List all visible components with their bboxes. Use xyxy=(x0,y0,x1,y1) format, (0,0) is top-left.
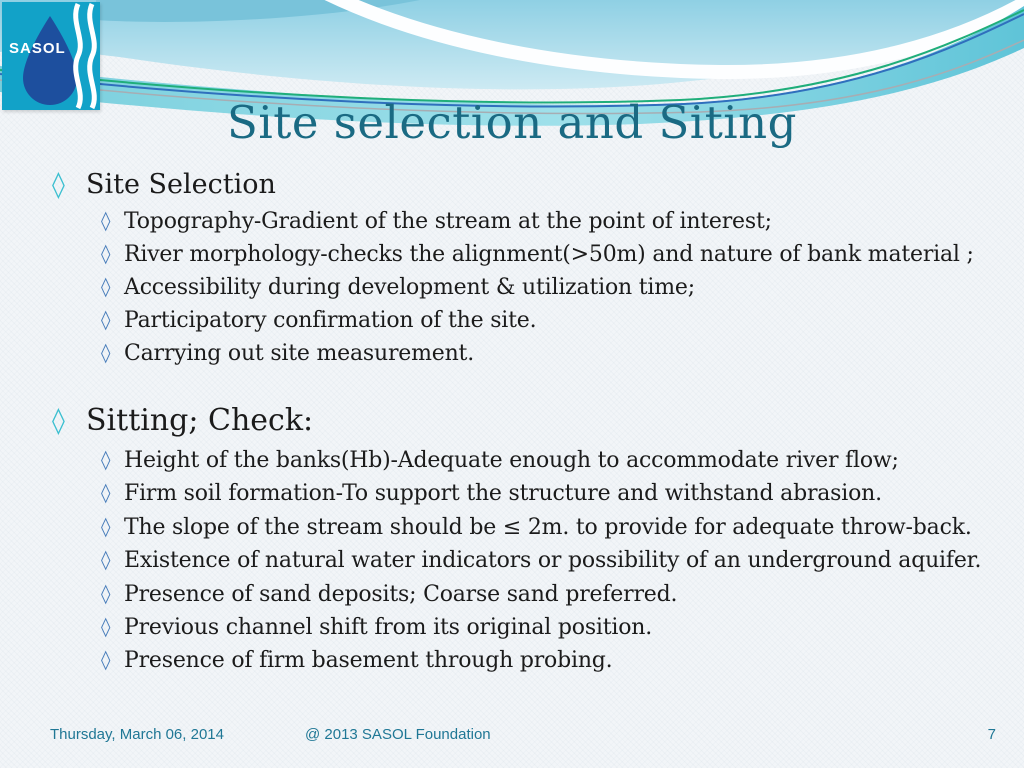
list-item-text: Presence of firm basement through probing. xyxy=(124,648,613,674)
list-item xyxy=(0,511,1000,544)
list-item xyxy=(0,205,1000,238)
list-item xyxy=(0,578,1000,611)
wave-line-icon xyxy=(76,4,81,108)
list-item-text: Height of the banks(Hb)-Adequate enough to accommodate river flow; xyxy=(124,448,899,473)
list-item xyxy=(0,337,1000,370)
list-item xyxy=(0,238,1000,271)
diamond-bullet-icon: ◊ xyxy=(101,210,111,232)
section-heading-label: Sitting; Check: xyxy=(86,403,314,438)
list-item-text: Firm soil formation-To support the structure and withstand abrasion. xyxy=(124,481,882,507)
section-sitting-check xyxy=(0,398,1000,678)
section-heading-label: Site Selection xyxy=(86,169,276,200)
list-item xyxy=(0,611,1000,644)
diamond-bullet-icon: ◊ xyxy=(101,549,111,572)
list-item-text: Previous channel shift from its original position. xyxy=(124,615,653,641)
diamond-bullet-icon: ◊ xyxy=(52,406,65,436)
list-item xyxy=(0,271,1000,304)
list-item-text: Topography-Gradient of the stream at the point of interest; xyxy=(124,209,772,234)
list-item-text: River morphology-checks the alignment(>50m) and nature of bank material ; xyxy=(124,242,974,267)
slide-body xyxy=(0,165,1000,678)
wave-line-icon xyxy=(90,4,95,108)
logo-text: SASOL xyxy=(9,40,66,57)
list-item-text: Accessibility during development & utilization time; xyxy=(124,275,695,300)
list-item xyxy=(0,304,1000,337)
diamond-bullet-icon: ◊ xyxy=(101,243,111,265)
list-item xyxy=(0,544,1000,577)
list-item xyxy=(0,644,1000,677)
list-item-text: Carrying out site measurement. xyxy=(124,341,474,366)
diamond-bullet-icon: ◊ xyxy=(101,449,111,471)
diamond-bullet-icon: ◊ xyxy=(101,342,111,364)
diamond-bullet-icon: ◊ xyxy=(52,170,65,200)
footer-copyright: @ 2013 SASOL Foundation xyxy=(305,726,491,743)
page-number: 7 xyxy=(987,726,996,743)
list-item-text: Presence of sand deposits; Coarse sand preferred. xyxy=(124,581,678,607)
slide-footer xyxy=(0,726,1024,750)
footer-date: Thursday, March 06, 2014 xyxy=(50,726,224,743)
list-item-text: The slope of the stream should be ≤ 2m. to provide for adequate throw-back. xyxy=(124,514,972,540)
water-drop-icon xyxy=(23,16,77,105)
diamond-bullet-icon: ◊ xyxy=(101,582,111,605)
section-site-selection xyxy=(0,165,1000,370)
diamond-bullet-icon: ◊ xyxy=(101,616,111,639)
diamond-bullet-icon: ◊ xyxy=(101,515,111,538)
diamond-bullet-icon: ◊ xyxy=(101,309,111,331)
list-item-text: Participatory confirmation of the site. xyxy=(124,308,537,333)
section-heading xyxy=(0,398,1000,444)
list-item xyxy=(0,477,1000,510)
diamond-bullet-icon: ◊ xyxy=(101,482,111,505)
diamond-bullet-icon: ◊ xyxy=(101,649,111,672)
slide-title: Site selection and Siting xyxy=(227,96,797,149)
diamond-bullet-icon: ◊ xyxy=(101,276,111,298)
list-item-text: Existence of natural water indicators or possibility of an underground aquifer. xyxy=(124,548,982,574)
section-heading xyxy=(0,165,1000,205)
list-item xyxy=(0,444,1000,477)
sasol-logo xyxy=(2,2,100,110)
